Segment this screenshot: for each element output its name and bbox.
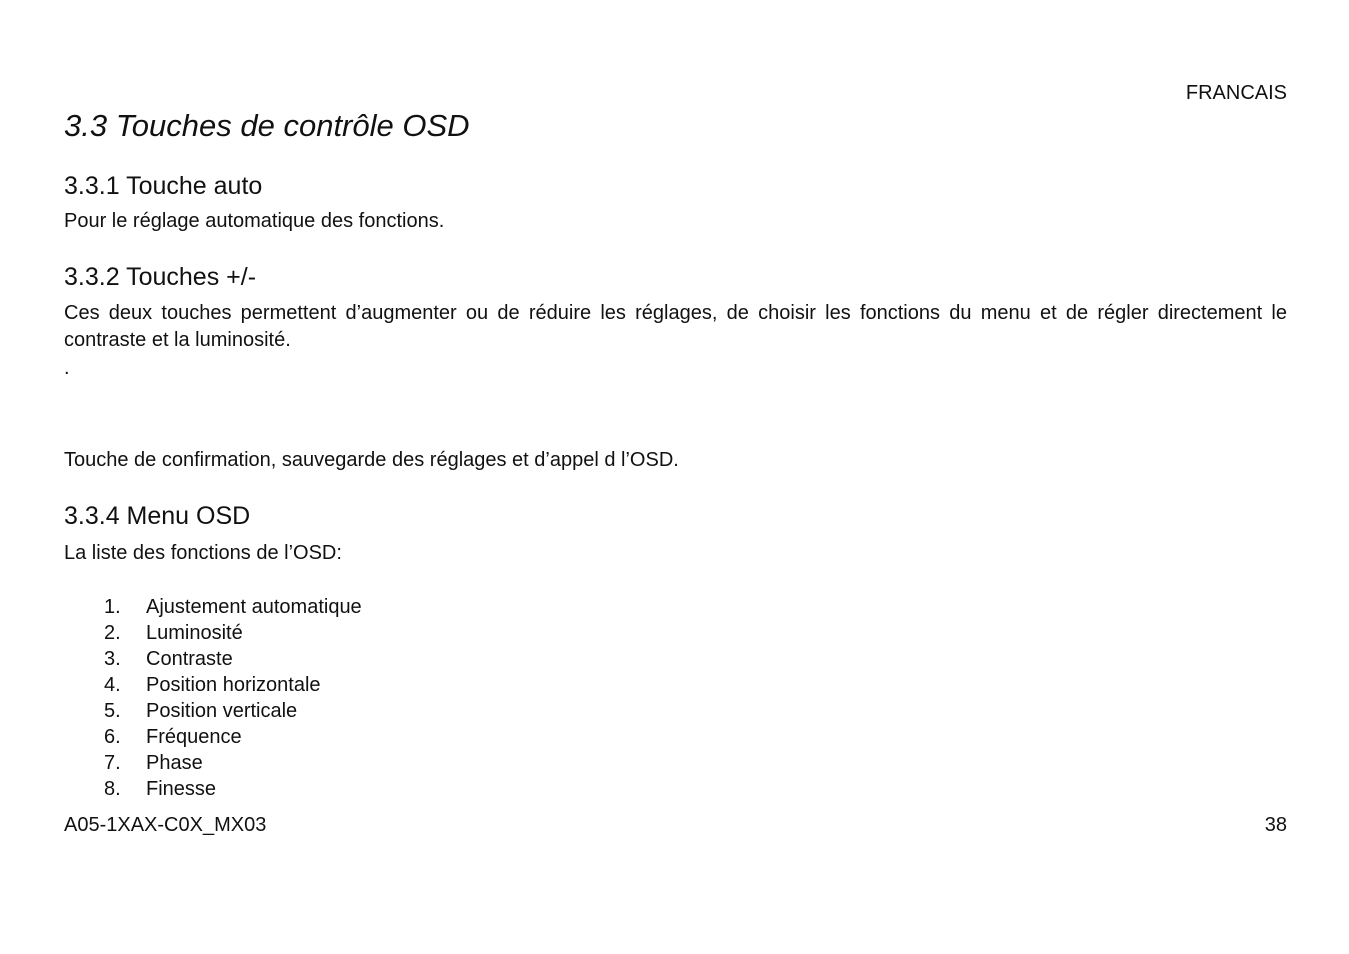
language-label: FRANCAIS: [1185, 82, 1287, 104]
menu-intro: La liste des fonctions de l’OSD:: [64, 542, 342, 564]
list-item-label: Contraste: [146, 648, 233, 670]
list-item-number: 8.: [104, 778, 121, 800]
list-item-number: 4.: [104, 674, 121, 696]
list-item-label: Fréquence: [146, 726, 242, 748]
list-item-label: Phase: [146, 752, 203, 774]
page-number: 38: [1264, 814, 1287, 836]
list-item-label: Luminosité: [146, 622, 243, 644]
stray-dot: .: [64, 357, 70, 379]
list-item-label: Ajustement automatique: [146, 596, 362, 618]
list-item: [104, 672, 362, 698]
subsection-title-plusminus: 3.3.2 Touches +/-: [64, 263, 257, 291]
list-item-number: 6.: [104, 726, 121, 748]
list-item-number: 2.: [104, 622, 121, 644]
list-item: [104, 594, 362, 620]
list-item: [104, 620, 362, 646]
list-item-label: Position horizontale: [146, 674, 321, 696]
list-item: [104, 724, 362, 750]
list-item: [104, 646, 362, 672]
subsection-title-auto: 3.3.1 Touche auto: [64, 172, 263, 200]
list-item-number: 1.: [104, 596, 121, 618]
list-item-label: Position verticale: [146, 700, 298, 722]
section-title: 3.3 Touches de contrôle OSD: [64, 108, 470, 143]
list-item-number: 3.: [104, 648, 121, 670]
list-item-number: 5.: [104, 700, 121, 722]
plusminus-description: Ces deux touches permettent d’augmenter ou de réduire les réglages, de choisir les fonctions du menu et de régler directement le contraste et la luminosité.: [64, 302, 1287, 351]
document-id: A05-1XAX-C0X_MX03: [64, 814, 267, 836]
auto-description: Pour le réglage automatique des fonctions.: [64, 210, 445, 232]
list-item: [104, 750, 362, 776]
confirm-description: Touche de confirmation, sauvegarde des réglages et d’appel d l’OSD.: [64, 449, 679, 471]
subsection-title-menu: 3.3.4 Menu OSD: [64, 502, 251, 530]
list-item-label: Finesse: [146, 778, 217, 800]
list-item-number: 7.: [104, 752, 121, 774]
list-item: [104, 698, 362, 724]
osd-function-list: [104, 594, 362, 802]
list-item: [104, 776, 362, 802]
